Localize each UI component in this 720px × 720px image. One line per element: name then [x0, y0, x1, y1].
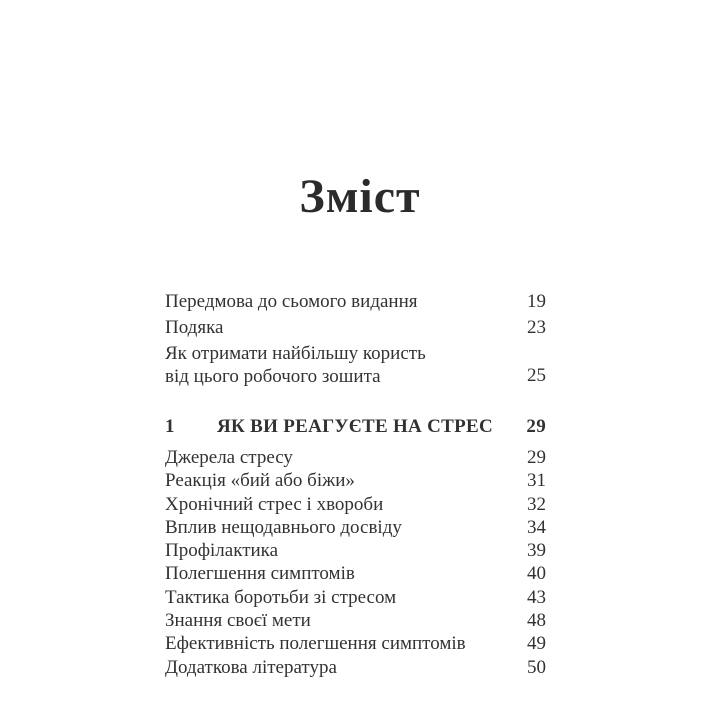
- toc-entry-label: Джерела стресу: [165, 447, 293, 468]
- front-matter-list: [165, 290, 546, 388]
- chapter-page: 29: [526, 416, 546, 437]
- toc-entry-page: 40: [527, 563, 546, 585]
- toc-entry-label: Вплив нещодавнього досвіду: [165, 516, 402, 538]
- chapter-heading: [165, 415, 546, 439]
- toc-entry: [165, 342, 546, 388]
- toc-entry: [165, 656, 546, 679]
- toc-entry-page: 34: [527, 516, 546, 538]
- chapter-heading-label: [165, 415, 493, 439]
- toc-entry: [165, 539, 546, 562]
- toc-entry-label-line2: від цього робочого зошита: [165, 366, 381, 387]
- chapter-number: 1: [165, 416, 175, 437]
- toc-entry-page: 25: [527, 365, 546, 386]
- toc-entry: [165, 493, 546, 516]
- toc-entry: [165, 316, 546, 340]
- toc-entry-label: Ефективність полегшення симптомів: [165, 633, 466, 655]
- toc-entry-page: 32: [527, 493, 546, 515]
- toc-entry-label: Знання своєї мети: [165, 610, 311, 632]
- toc-entry-page: 43: [527, 586, 546, 608]
- toc-entry-page: 23: [527, 317, 546, 338]
- toc-entry: [165, 469, 546, 492]
- toc-entry-label: [165, 342, 426, 388]
- toc-entry-label: Додаткова література: [165, 656, 337, 678]
- toc-entry: [165, 516, 546, 539]
- toc-entry: [165, 609, 546, 632]
- toc-entry-label: Полегшення симптомів: [165, 563, 355, 585]
- toc-entry-page: 49: [527, 633, 546, 655]
- toc-entry: [165, 446, 546, 469]
- toc-entry-label: Хронічний стрес і хвороби: [165, 493, 384, 515]
- chapter-title: ЯК ВИ РЕАГУЄТЕ НА СТРЕС: [217, 416, 494, 437]
- toc-entry-page: 50: [527, 656, 546, 678]
- toc-entry-page: 39: [527, 540, 546, 562]
- toc-entry-label: Передмова до сьомого видання: [165, 291, 418, 312]
- toc-entry-page: 19: [527, 291, 546, 312]
- toc-entry-page: 48: [527, 610, 546, 632]
- toc-entry: [165, 562, 546, 585]
- toc-entry-label-line1: Як отримати найбільшу користь: [165, 343, 426, 364]
- toc-entry: [165, 290, 546, 314]
- toc-entry-page: 29: [527, 447, 546, 468]
- toc-entry-label: Профілактика: [165, 540, 279, 562]
- toc-entry-page: 31: [527, 470, 546, 492]
- table-of-contents: [165, 290, 546, 679]
- toc-entry: [165, 632, 546, 655]
- toc-entry: [165, 586, 546, 609]
- toc-entry-label: Реакція «бий або біжи»: [165, 470, 355, 492]
- toc-entry-label: Подяка: [165, 317, 224, 338]
- section-list: [165, 446, 546, 679]
- page-title: Зміст: [299, 170, 421, 223]
- toc-entry-label: Тактика боротьби зі стресом: [165, 586, 397, 608]
